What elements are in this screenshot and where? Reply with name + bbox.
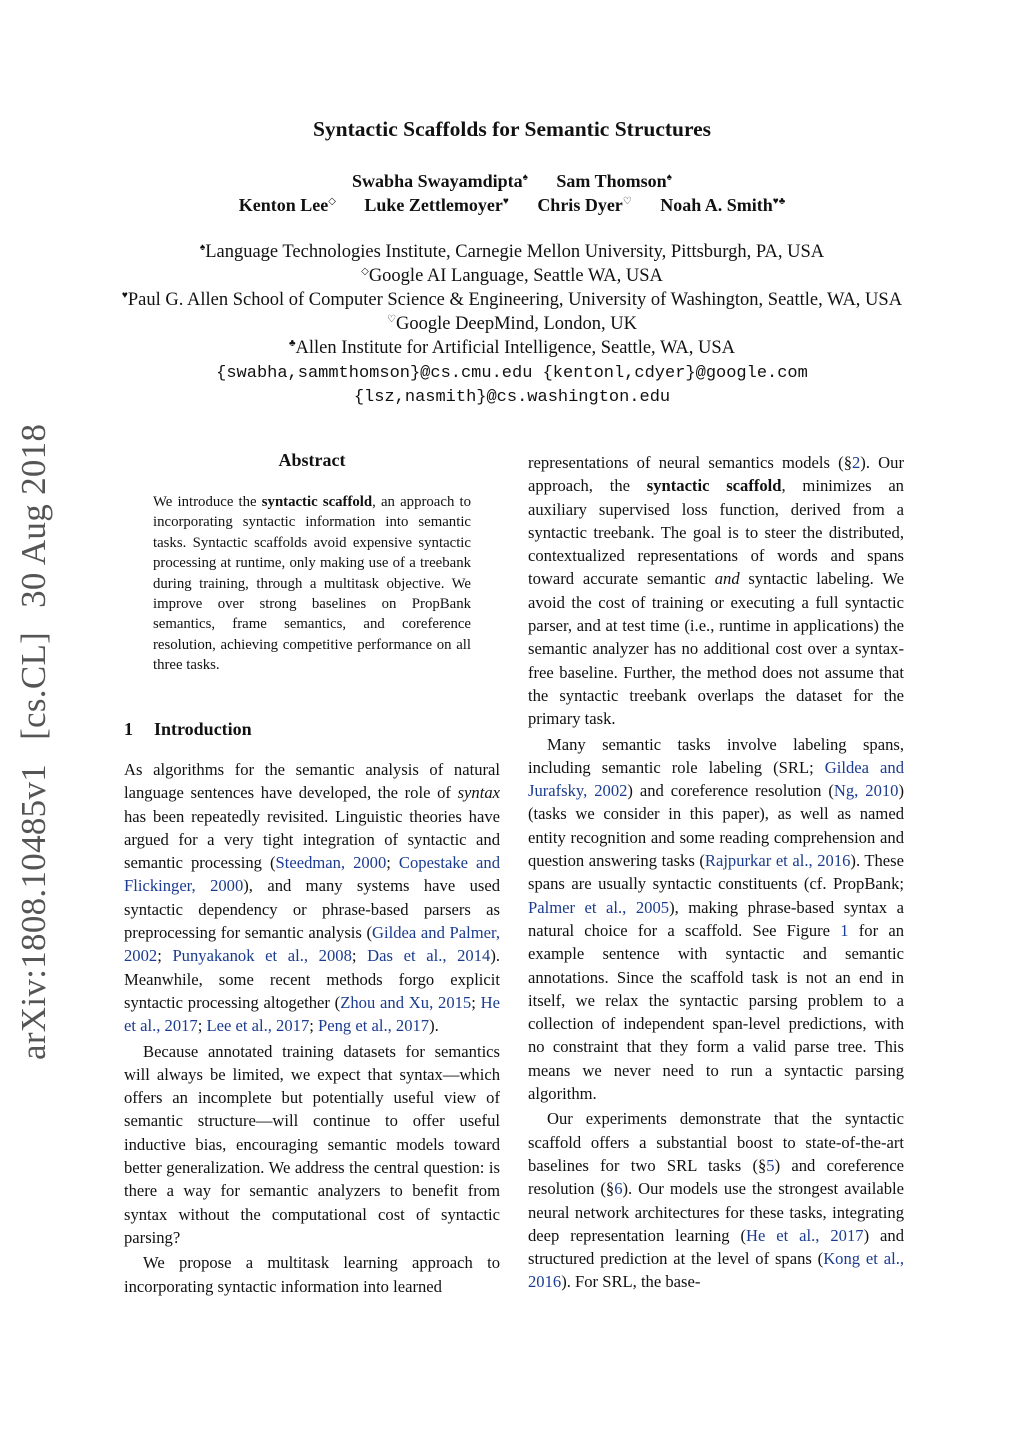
author-row-2 xyxy=(0,195,1024,216)
section-title: Introduction xyxy=(154,719,252,739)
author-name: Swabha Swayamdipta xyxy=(352,171,523,191)
email-line: {swabha,sammthomson}@cs.cmu.edu {kentonl,cdyer}@google.com xyxy=(216,364,808,383)
author-mark: ♠ xyxy=(522,172,528,183)
author-name: Noah A. Smith xyxy=(660,195,773,215)
affiliation-mark: ◇ xyxy=(361,266,369,277)
affiliation-mark: ♡ xyxy=(387,314,396,325)
email-line: {lsz,nasmith}@cs.washington.edu xyxy=(353,388,671,407)
citation-link[interactable]: Palmer et al., 2005 xyxy=(528,897,670,917)
figure-ref-link[interactable]: 1 xyxy=(840,920,849,940)
citation-link[interactable]: Kong et al., 2016 xyxy=(528,1249,904,1292)
section-ref-link[interactable]: 6 xyxy=(614,1179,623,1199)
paragraph: Our experiments demonstrate that the syntactic scaffold offers a substantial boost to state-of-the-art baselines for two SRL tasks (§5) and coreference resolution (§6). Our models use the strongest available neural network architectures for these tasks, integrating deep representation learning (He et al., 2017) and structured prediction at the level of spans (Kong et al., 2016). For SRL, the base- xyxy=(528,1109,905,1292)
author-mark: ◇ xyxy=(328,196,336,207)
left-column xyxy=(124,758,500,1298)
paragraph: We propose a multitask learning approach to incorporating syntactic information into learned xyxy=(124,1253,500,1296)
section-number: 1 xyxy=(124,719,133,739)
affiliation xyxy=(0,314,1024,335)
paragraph: representations of neural semantics models (§2). Our approach, the syntactic scaffold, minimizes an auxiliary supervised loss function, derived from a syntactic treebank. The goal is to steer the distributed, contextualized representations of words and spans toward accurate semantic and syntactic labeling. We avoid the cost of training or executing a full syntactic parser, and at test time (i.e., runtime in applications) the semantic analyzer has no additional cost over a syntax-free baseline. Further, the method does not assume that the syntactic treebank overlaps the dataset for the primary task. xyxy=(528,453,905,729)
affiliation-text: Google AI Language, Seattle WA, USA xyxy=(368,266,663,286)
paragraph: As algorithms for the semantic analysis of natural language sentences have developed, the role of syntax has been repeatedly revisited. Linguistic theories have argued for a very tight integration of syntactic and semantic processing (Steedman, 2000; Copestake and Flickinger, 2000), and many systems have used syntactic dependency or phrase-based parsers as preprocessing for semantic analysis (Gildea and Palmer, 2002; Punyakanok et al., 2008; Das et al., 2014). Meanwhile, some recent methods forgo explicit syntactic processing altogether (Zhou and Xu, 2015; He et al., 2017; Lee et al., 2017; Peng et al., 2017). xyxy=(124,760,501,1036)
abstract-part: We introduce the xyxy=(153,494,262,510)
author-mark: ♥ xyxy=(502,196,509,207)
arxiv-category: [cs.CL] xyxy=(14,631,53,740)
citation-link[interactable]: He et al., 2017 xyxy=(124,992,500,1036)
affiliation-text: Allen Institute for Artificial Intelligence, Seattle, WA, USA xyxy=(295,338,735,358)
affiliation-text: Paul G. Allen School of Computer Science & Engineering, University of Washington, Seattle, WA, USA xyxy=(127,290,903,310)
abstract-text xyxy=(153,492,471,676)
affiliation xyxy=(0,266,1024,287)
affiliation xyxy=(0,242,1024,263)
citation-link[interactable]: Ng, 2010 xyxy=(833,781,899,801)
citation-link[interactable]: Lee et al., 2017 xyxy=(206,1016,310,1036)
citation-link[interactable]: Rajpurkar et al., 2016 xyxy=(704,851,851,871)
affiliation-mark: ♠ xyxy=(199,242,206,253)
citation-link[interactable]: He et al., 2017 xyxy=(746,1225,864,1245)
citation-link[interactable]: Copestake and Flickinger, 2000 xyxy=(124,853,500,896)
arxiv-id: arXiv:1808.10485v1 xyxy=(14,763,53,1060)
section-heading xyxy=(124,719,252,740)
author-mark: ♡ xyxy=(622,196,632,207)
paragraph: Because annotated training datasets for semantics will always be limited, we expect that syntax—which offers an incomplete but potentially useful view of semantic structure—will continue to offer useful inductive bias, encouraging semantic models toward better generalization. We address the central question: is there a way for semantic analyzers to benefit from syntax without the computational cost of syntactic parsing? xyxy=(124,1041,500,1247)
section-ref-link[interactable]: 5 xyxy=(766,1155,775,1175)
paper-title: Syntactic Scaffolds for Semantic Structures xyxy=(312,117,712,141)
author-mark: ♥♣ xyxy=(772,196,786,207)
arxiv-sidebar xyxy=(14,424,54,1060)
section-ref-link[interactable]: 2 xyxy=(852,453,861,472)
author-name: Kenton Lee xyxy=(238,195,329,215)
affiliation-text: Google DeepMind, London, UK xyxy=(395,314,637,334)
affiliation-text: Language Technologies Institute, Carnegie Mellon University, Pittsburgh, PA, USA xyxy=(205,242,825,262)
abstract-heading: Abstract xyxy=(278,450,346,470)
author-name: Chris Dyer xyxy=(537,195,623,215)
citation-link[interactable]: Peng et al., 2017 xyxy=(318,1016,430,1036)
citation-link[interactable]: Steedman, 2000 xyxy=(275,853,387,873)
citation-link[interactable]: Gildea and Jurafsky, 2002 xyxy=(528,757,904,801)
citation-link[interactable]: Zhou and Xu, 2015 xyxy=(340,992,472,1012)
author-row-1 xyxy=(0,171,1024,192)
affiliation-mark: ♥ xyxy=(121,290,128,301)
right-column xyxy=(528,451,904,1294)
abstract-part: , an approach to incorporating syntactic information into semantic tasks. Syntactic scaffolds avoid expensive syntactic processing at runtime, only making use of a treebank during training, through a multitask objective. We improve over strong baselines on PropBank semantics, frame semantics, and coreference resolution, achieving competitive performance on all three tasks. xyxy=(153,494,472,674)
author-mark: ♠ xyxy=(666,172,672,183)
affiliation xyxy=(0,290,1024,311)
affiliation xyxy=(0,338,1024,359)
citation-link[interactable]: Punyakanok et al., 2008 xyxy=(172,946,352,966)
citation-link[interactable]: Das et al., 2014 xyxy=(367,946,491,966)
paragraph: Many semantic tasks involve labeling spans, including semantic role labeling (SRL; Gildea and Jurafsky, 2002) and coreference resolution (Ng, 2010) (tasks we consider in this paper), as well as named entity recognition and some reading comprehension and question answering tasks (Rajpurkar et al., 2016). These spans are usually syntactic constituents (cf. PropBank; Palmer et al., 2005), making phrase-based syntax a natural choice for a scaffold. See Figure 1 for an example sentence with syntactic and semantic annotations. Since the scaffold task is not an end in itself, we relax the syntactic parsing problem to a collection of independent span-level predictions, with no constraint that they form a valid parse tree. This means we never need to run a syntactic parsing algorithm. xyxy=(528,734,904,1104)
affiliation-mark: ♣ xyxy=(288,338,296,349)
abstract-bold: syntactic scaffold xyxy=(261,494,373,510)
author-name: Sam Thomson xyxy=(556,171,667,191)
citation-link[interactable]: Gildea and Palmer, 2002 xyxy=(124,923,500,966)
arxiv-date: 30 Aug 2018 xyxy=(14,423,53,608)
author-name: Luke Zettlemoyer xyxy=(364,195,503,215)
